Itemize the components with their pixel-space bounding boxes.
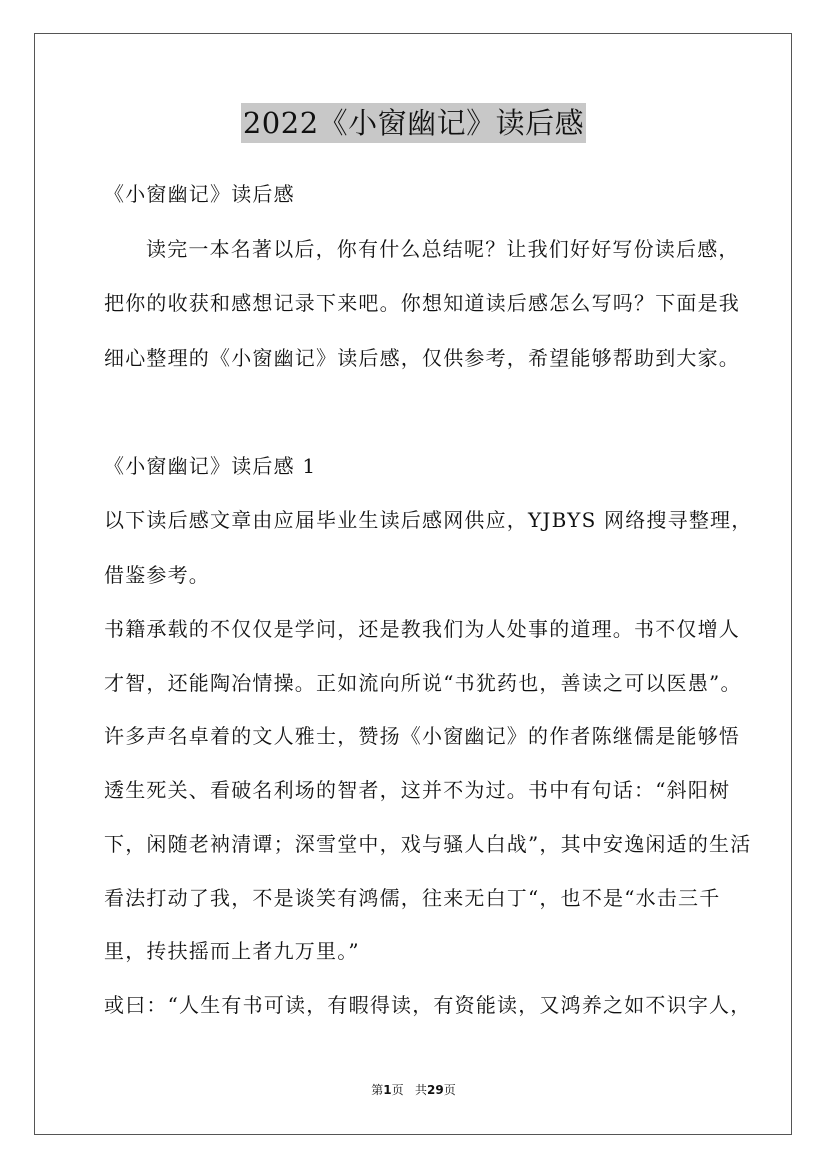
intro-line: 读完一本名著以后，你有什么总结呢？让我们好好写份读后感， — [146, 237, 740, 261]
body-line: 才智，还能陶冶情操。正如流向所说“书犹药也，善读之可以医愚”。 — [104, 671, 742, 695]
body-line: 看法打动了我，不是谈笑有鸿儒，往来无白丁“，也不是“水击三千 — [104, 886, 721, 910]
footer-middle: 页 共 — [391, 1083, 428, 1097]
intro-line: 细心整理的《小窗幽记》读后感，仅供参考，希望能够帮助到大家。 — [104, 346, 740, 370]
body-line: 下，闲随老衲清谭；深雪堂中，戏与骚人白战”，其中安逸闲适的生活 — [104, 832, 752, 856]
body-line: 透生死关、看破名利场的智者，这并不为过。书中有句话：“斜阳树 — [104, 778, 731, 802]
page-footer — [0, 1082, 827, 1098]
body-line: 里，抟扶摇而上者九万里。” — [104, 939, 360, 963]
footer-prefix: 第 — [371, 1083, 384, 1097]
body-line: 书籍承载的不仅仅是学问，还是教我们为人处事的道理。书不仅增人 — [104, 617, 740, 641]
intro-line: 把你的收获和感想记录下来吧。你想知道读后感怎么写吗？下面是我 — [104, 291, 740, 315]
footer-page-number: 1 — [383, 1083, 392, 1097]
document-title: 2022《小窗幽记》读后感 — [241, 103, 586, 143]
body-line: 或曰：“人生有书可读，有暇得读，有资能读，又鸿养之如不识字人， — [104, 993, 752, 1017]
title-container — [0, 103, 827, 143]
body-line: 许多声名卓着的文人雅士，赞扬《小窗幽记》的作者陈继儒是能够悟 — [104, 724, 740, 748]
body-line: 借鉴参考。 — [104, 563, 210, 587]
subtitle: 《小窗幽记》读后感 — [104, 182, 295, 206]
footer-suffix: 页 — [443, 1083, 456, 1097]
section-heading: 《小窗幽记》读后感 1 — [104, 454, 317, 478]
body-line: 以下读后感文章由应届毕业生读后感网供应，YJBYS 网络搜寻整理， — [104, 508, 753, 532]
footer-total-pages: 29 — [427, 1083, 444, 1097]
